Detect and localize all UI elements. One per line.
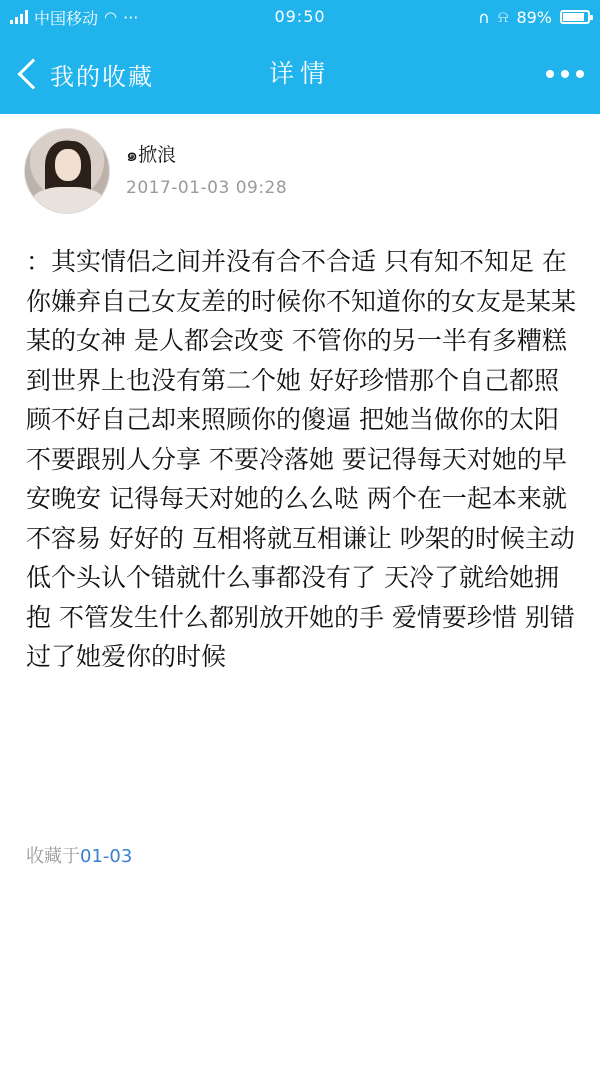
back-label: 我的收藏 bbox=[50, 62, 154, 91]
alarm-off-icon: ⍾ bbox=[497, 7, 509, 26]
wifi-icon: ◠ bbox=[104, 8, 118, 26]
more-dot-icon bbox=[546, 70, 554, 78]
carrier-label: 中国移动 bbox=[34, 8, 99, 28]
more-dot-icon bbox=[576, 70, 584, 78]
status-right bbox=[478, 0, 590, 34]
source-row bbox=[26, 842, 132, 868]
nav-bar bbox=[0, 34, 600, 114]
battery-fill bbox=[563, 13, 584, 21]
headset-icon: ∩ bbox=[478, 7, 490, 27]
source-date: 01-03 bbox=[80, 846, 133, 867]
post-body: ：其实情侣之间并没有合不合适 只有知不知足 在你嫌弃自己女友差的时候你不知道你的女友是某某某的女神 是人都会改变 不管你的另一半有多糟糕到世界上也没有第二个她 好好珍惜那个自己都照顾不好自己却来照顾你的傻逼 把她当做你的太阳不要跟别人分享 不要冷落她 要记得每天对她的早安晚安 记得每天对她的么么哒 两个在一起本来就不容易 好好的 互相将就互相谦让 吵架的时候主动低个头认个错就什么事都没有了 天冷了就给她拥抱 不管发生什么都别放开她的手 爱情要珍惜 别错过了她爱你的时候 bbox=[26, 247, 577, 671]
source-label: 收藏于 bbox=[26, 846, 80, 867]
battery-icon bbox=[560, 10, 590, 24]
status-bar bbox=[0, 0, 600, 34]
battery-percent: 89% bbox=[516, 7, 552, 27]
author-row bbox=[24, 128, 576, 218]
post-time: 2017-01-03 09:28 bbox=[126, 178, 288, 198]
page-title: 详情 bbox=[268, 59, 331, 88]
more-notifications-dots: ··· bbox=[123, 7, 139, 27]
status-time: 09:50 bbox=[274, 7, 326, 26]
more-dot-icon bbox=[561, 70, 569, 78]
back-chevron-icon bbox=[17, 58, 48, 89]
avatar[interactable] bbox=[24, 128, 110, 214]
more-button[interactable] bbox=[546, 34, 584, 114]
author-name[interactable]: ๑掀浪 bbox=[126, 144, 177, 166]
back-button[interactable] bbox=[12, 34, 154, 114]
